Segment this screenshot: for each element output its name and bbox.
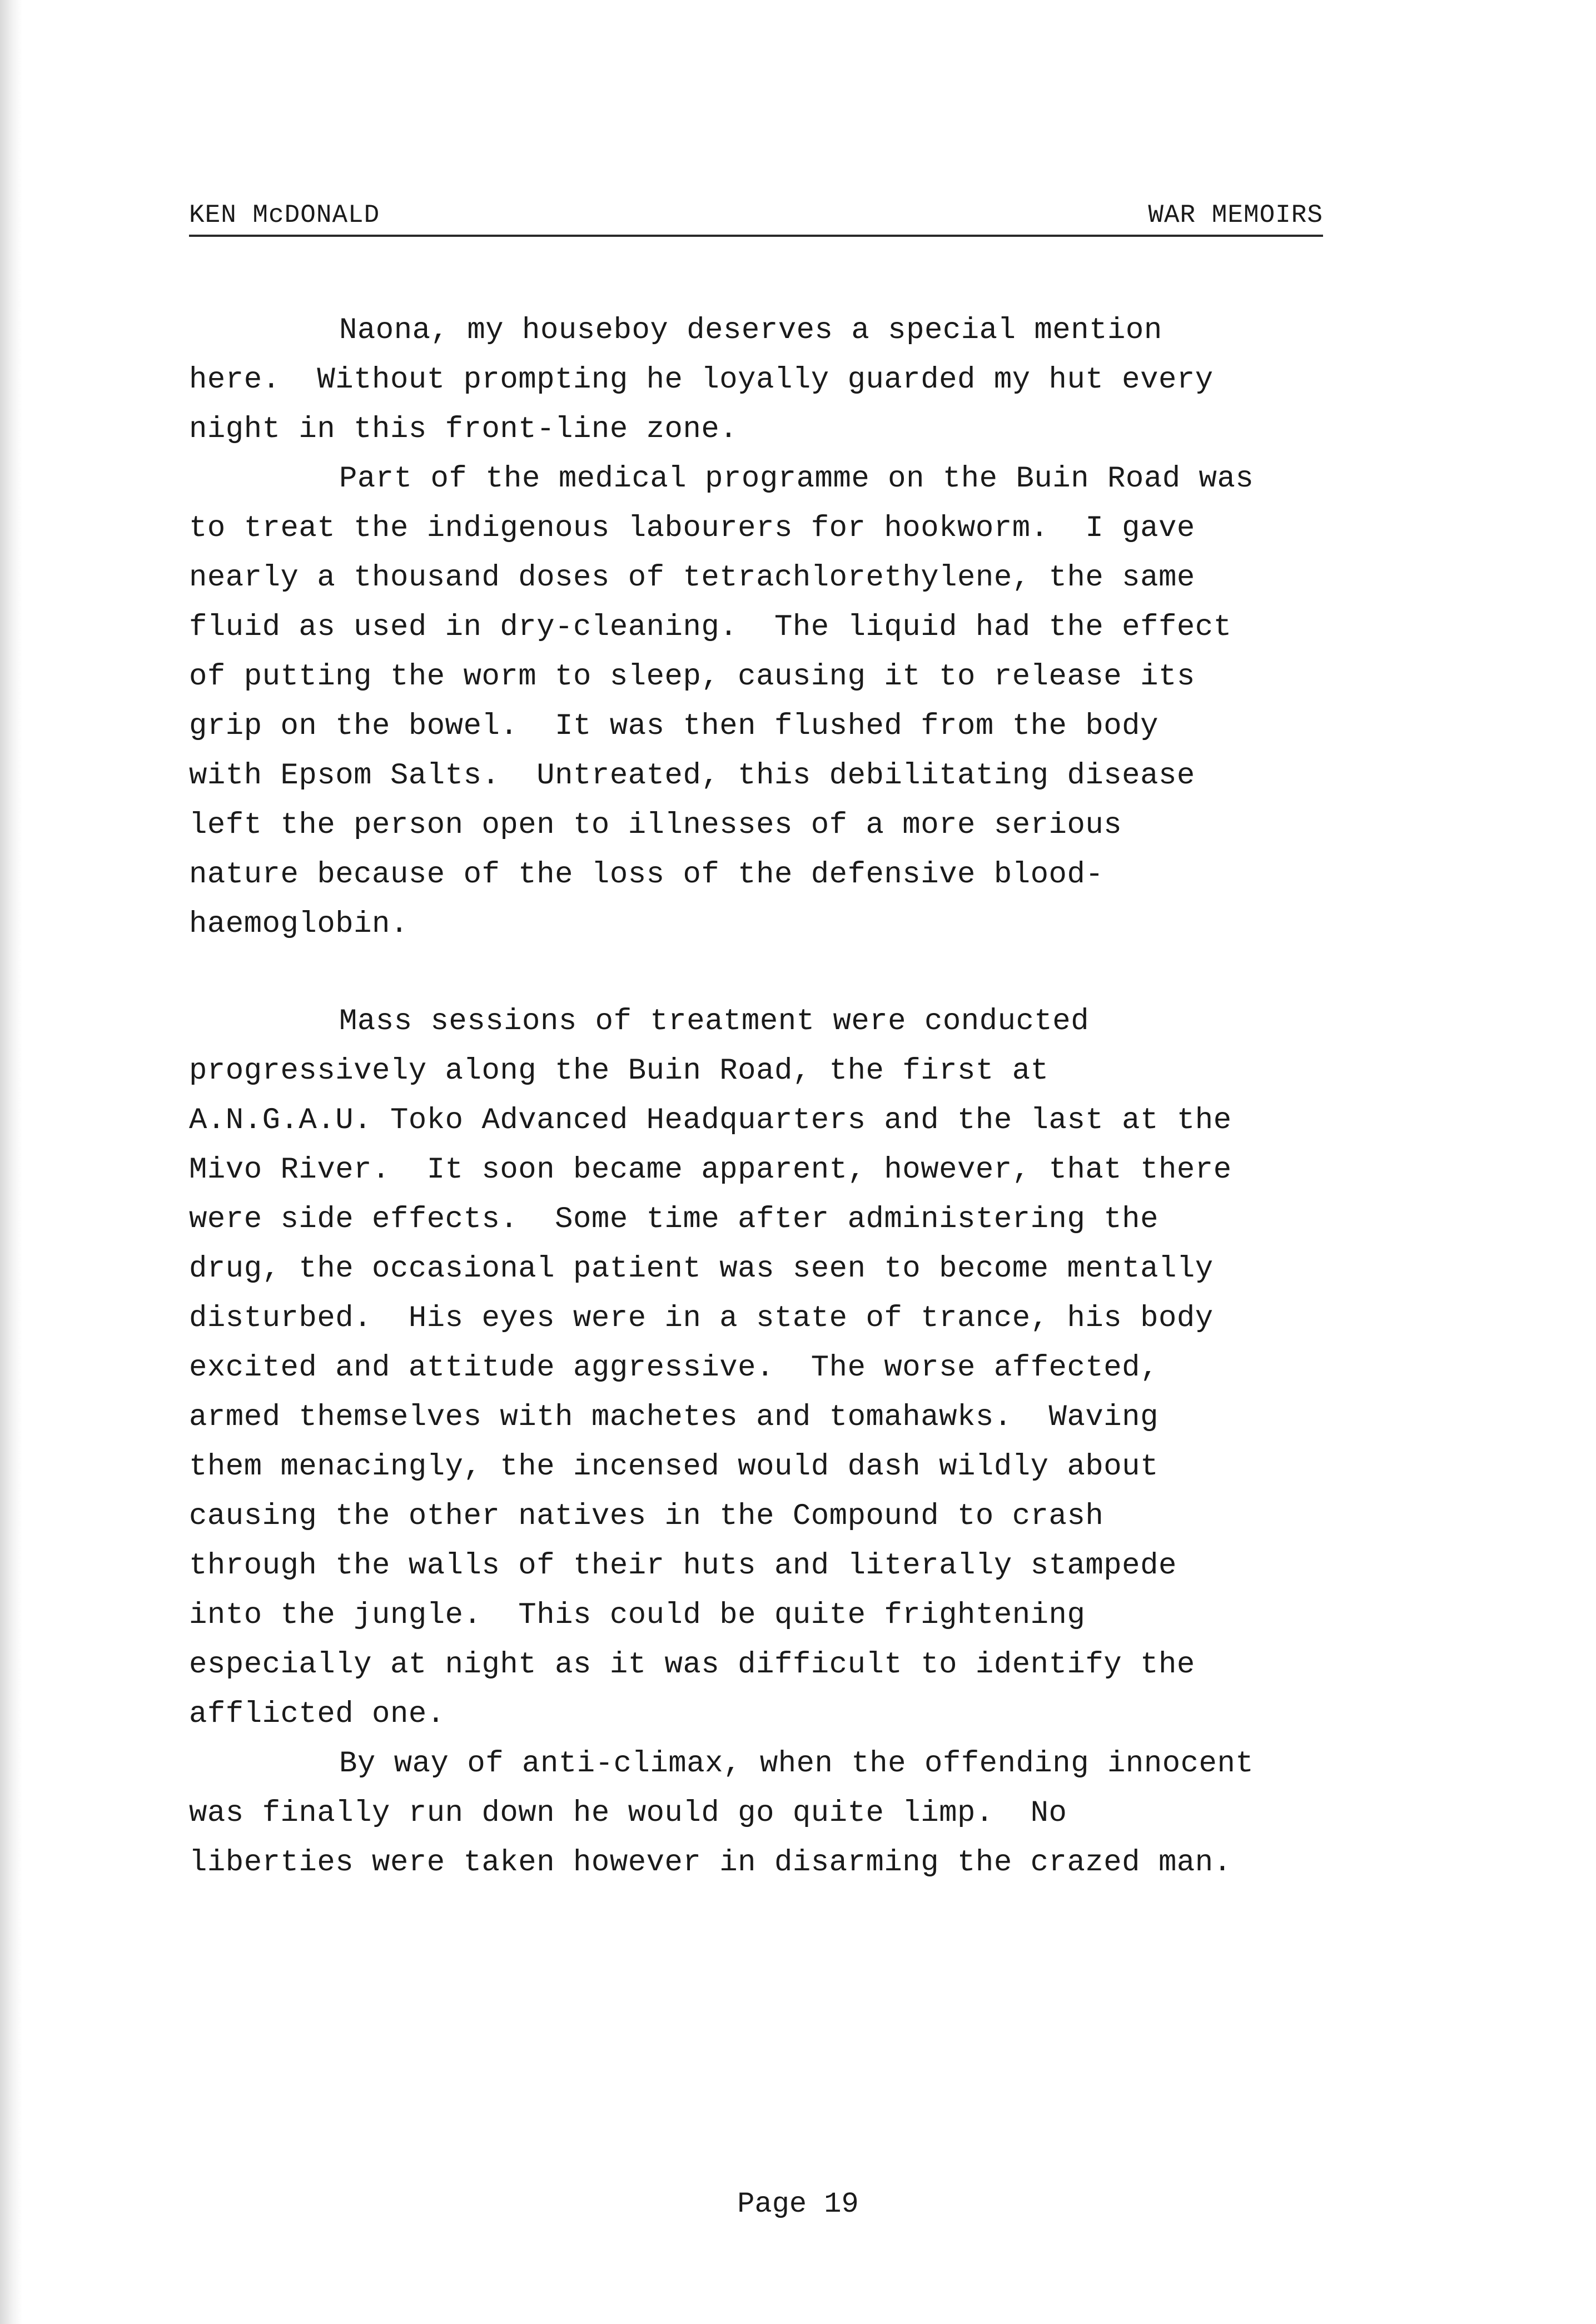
text-line: drug, the occasional patient was seen to become mentally <box>189 1252 1214 1286</box>
header-author: KEN McDONALD <box>189 201 380 230</box>
text-line: them menacingly, the incensed would dash wildly about <box>189 1450 1159 1484</box>
paragraph <box>189 1739 1334 1888</box>
text-line: disturbed. His eyes were in a state of trance, his body <box>189 1302 1214 1335</box>
header-rule <box>189 235 1323 237</box>
running-header <box>189 196 1323 235</box>
text-line: causing the other natives in the Compound to crash <box>189 1499 1104 1533</box>
paragraph-gap <box>189 949 1334 997</box>
text-line: night in this front-line zone. <box>189 413 738 446</box>
text-line: especially at night as it was difficult to identify the <box>189 1648 1195 1682</box>
text-line: fluid as used in dry-cleaning. The liquid had the effect <box>189 610 1232 644</box>
text-line: Mass sessions of treatment were conducted <box>339 1005 1090 1039</box>
text-line: through the walls of their huts and literally stampede <box>189 1549 1177 1583</box>
paragraph <box>189 306 1334 454</box>
text-line: afflicted one. <box>189 1697 445 1731</box>
text-line: armed themselves with machetes and tomahawks. Waving <box>189 1401 1159 1434</box>
text-line: excited and attitude aggressive. The worse affected, <box>189 1351 1159 1385</box>
text-line: A.N.G.A.U. Toko Advanced Headquarters and the last at the <box>189 1104 1232 1138</box>
text-line: Part of the medical programme on the Buin Road was <box>339 462 1254 496</box>
body-text <box>189 306 1334 1888</box>
page-number: Page 19 <box>737 2188 859 2221</box>
paragraph <box>189 997 1334 1739</box>
text-line: Naona, my houseboy deserves a special mention <box>339 314 1162 347</box>
text-line: grip on the bowel. It was then flushed from the body <box>189 709 1159 743</box>
text-line: were side effects. Some time after administering the <box>189 1203 1159 1237</box>
text-line: progressively along the Buin Road, the first at <box>189 1054 1049 1088</box>
text-line: to treat the indigenous labourers for hookworm. I gave <box>189 512 1195 545</box>
text-line: of putting the worm to sleep, causing it to release its <box>189 660 1195 694</box>
scan-edge-shadow <box>0 0 22 2324</box>
text-line: Mivo River. It soon became apparent, however, that there <box>189 1153 1232 1187</box>
paragraph <box>189 454 1334 949</box>
header-title: WAR MEMOIRS <box>1148 201 1323 230</box>
text-line: into the jungle. This could be quite frightening <box>189 1598 1086 1632</box>
text-line: here. Without prompting he loyally guarded my hut every <box>189 363 1214 397</box>
text-line: nearly a thousand doses of tetrachlorethylene, the same <box>189 561 1195 595</box>
text-line: liberties were taken however in disarming the crazed man. <box>189 1846 1232 1880</box>
text-line: left the person open to illnesses of a more serious <box>189 808 1122 842</box>
text-line: nature because of the loss of the defensive blood- <box>189 858 1104 892</box>
text-line: was finally run down he would go quite limp. No <box>189 1796 1067 1830</box>
text-line: haemoglobin. <box>189 907 409 941</box>
text-line: By way of anti-climax, when the offending innocent <box>339 1747 1254 1781</box>
text-line: with Epsom Salts. Untreated, this debilitating disease <box>189 759 1195 793</box>
